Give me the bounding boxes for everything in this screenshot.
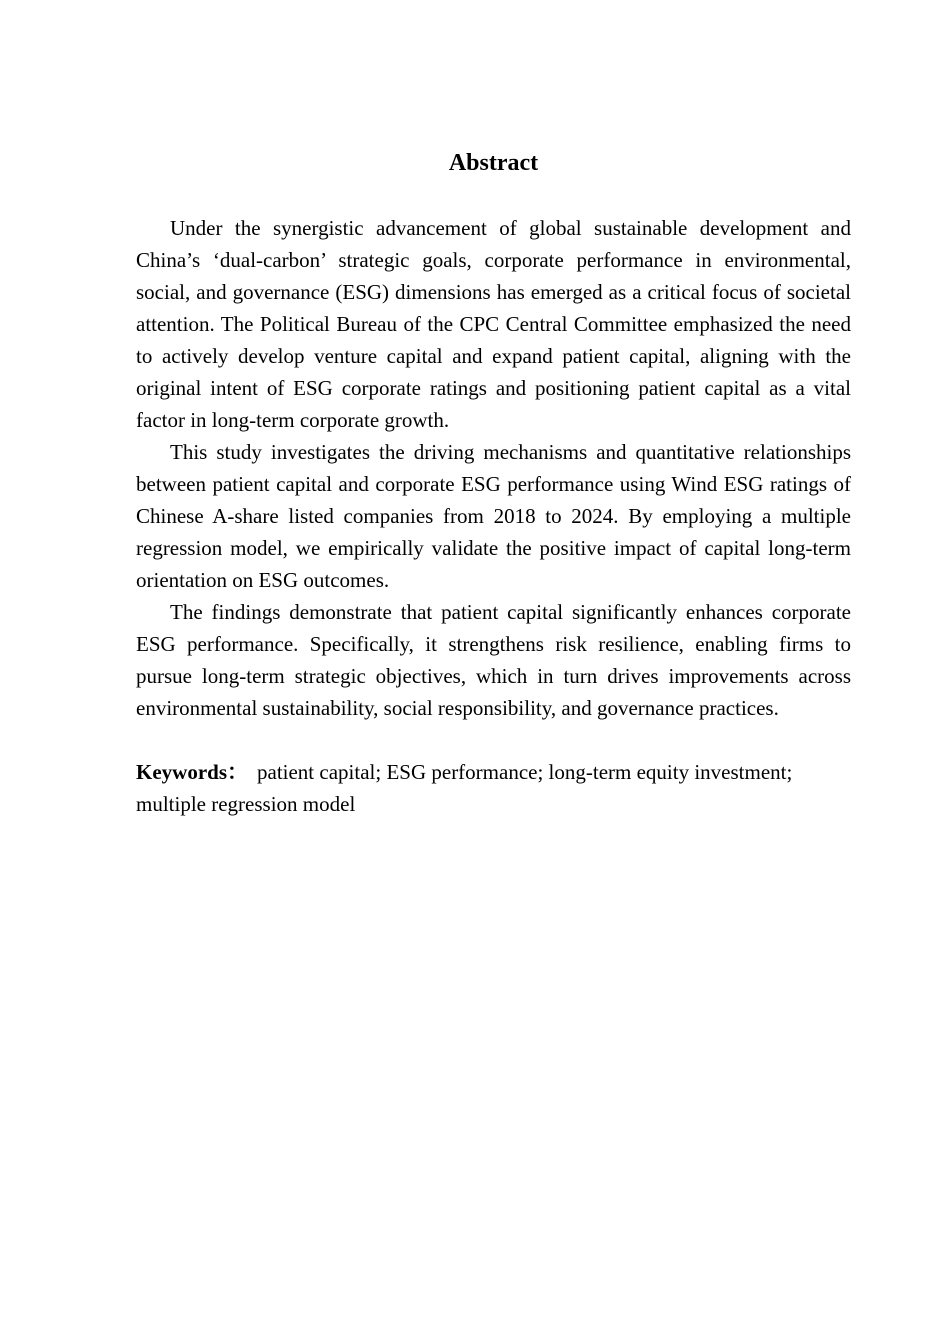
keywords-label: Keywords — [136, 760, 227, 784]
keywords-separator: ： — [227, 760, 248, 784]
abstract-paragraph-2: This study investigates the driving mechanisms and quantitative relationships between patient capital and corporate ESG performance using Wind ESG ratings of Chinese A-share listed companies from 2018 to 2024. By employing a multiple regression model, we empirically validate the positive impact of capital long-term orientation on ESG outcomes. — [136, 440, 851, 592]
keywords-text: patient capital; ESG performance; long-term equity investment; multiple regression model — [136, 760, 793, 816]
abstract-paragraph-1: Under the synergistic advancement of global sustainable development and China’s ‘dual-carbon’ strategic goals, corporate performance in environmental, social, and governance (ESG) dimensions has emerged as a critical focus of societal attention. The Political Bureau of the CPC Central Committee emphasized the need to actively develop venture capital and expand patient capital, aligning with the original intent of ESG corporate ratings and positioning patient capital as a vital factor in long-term corporate growth. — [136, 216, 851, 432]
abstract-section — [136, 143, 851, 820]
keywords-block — [136, 756, 851, 820]
abstract-paragraph-3: The findings demonstrate that patient capital significantly enhances corporate ESG performance. Specifically, it strengthens risk resilience, enabling firms to pursue long-term strategic objectives, which in turn drives improvements across environmental sustainability, social responsibility, and governance practices. — [136, 600, 851, 720]
abstract-title: Abstract — [448, 150, 539, 176]
